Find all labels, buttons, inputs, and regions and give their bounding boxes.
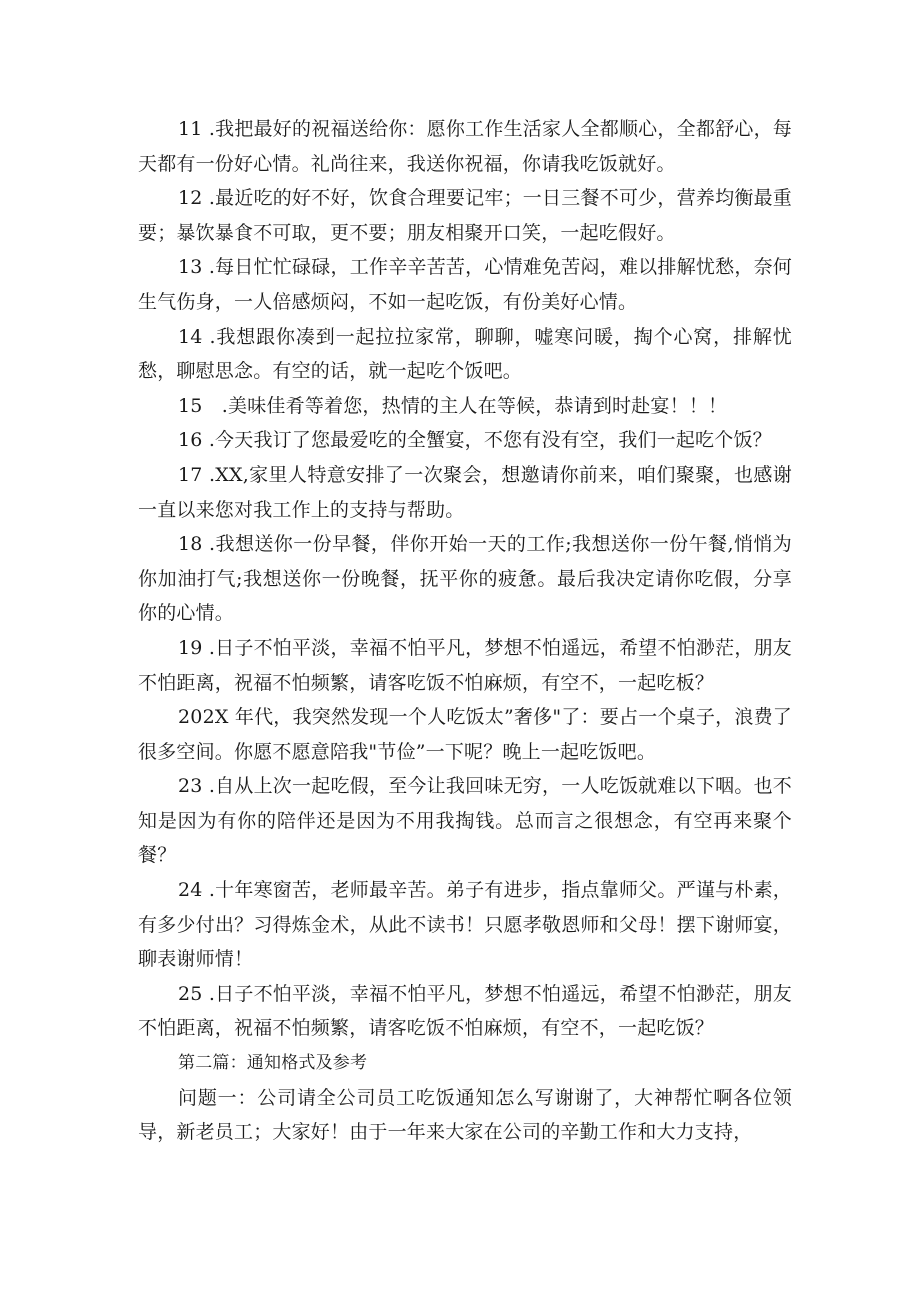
- paragraph-13: 13 .每日忙忙碌碌，工作辛辛苦苦，心情难免苦闷，难以排解忧愁，奈何生气伤身，一人倍感烦闷，不如一起吃饭，有份美好心情。: [138, 256, 792, 313]
- paragraph-25: 25 .日子不怕平淡，幸福不怕平凡，梦想不怕遥远，希望不怕渺茫，朋友不怕距离，祝福不怕频繁，请客吃饭不怕麻烦，有空不，一起吃饭？: [138, 982, 792, 1040]
- paragraph-202x: 202X 年代，我突然发现一个人吃饭太”奢侈"了：要占一个桌子，浪费了很多空间。你愿不愿意陪我"节俭”一下呢？晚上一起吃饭吧。: [138, 706, 792, 763]
- document-body: [138, 112, 792, 1150]
- paragraph-question-1: 问题一：公司请全公司员工吃饭通知怎么写谢谢了，大神帮忙啊各位领导，新老员工；大家好！由于一年来大家在公司的辛勤工作和大力支持，: [138, 1086, 792, 1144]
- paragraph-16: 16 .今天我订了您最爱吃的全蟹宴，不您有没有空，我们一起吃个饭？: [178, 429, 772, 452]
- paragraph-11: 11 .我把最好的祝福送给你：愿你工作生活家人全都顺心，全都舒心，每天都有一份好心情。礼尚往来，我送你祝福，你请我吃饭就好。: [138, 118, 792, 175]
- paragraph-19: 19 .日子不怕平淡，幸福不怕平凡，梦想不怕遥远，希望不怕渺茫，朋友不怕距离，祝福不怕频繁，请客吃饭不怕麻烦，有空不，一起吃板？: [138, 636, 792, 694]
- paragraph-23: 23 .自从上次一起吃假，至今让我回味无穷，一人吃饭就难以下咽。也不知是因为有你的陪伴还是因为不用我掏钱。总而言之很想念，有空再来聚个餐？: [138, 775, 792, 867]
- paragraph-24: 24 .十年寒窗苦，老师最辛苦。弟子有进步，指点靠师父。严谨与朴素，有多少付出？习得炼金术，从此不读书！只愿孝敬恩师和父母！摆下谢师宴，聊表谢师情！: [138, 879, 792, 971]
- paragraph-18: 18 .我想送你一份早餐，伴你开始一天的工作;我想送你一份午餐,悄悄为你加油打气;我想送你一份晚餐，抚平你的疲惫。最后我决定请你吃假，分享你的心情。: [138, 533, 792, 625]
- paragraph-17: 17 .XX,家里人特意安排了一次聚会，想邀请你前来，咱们聚聚，也感谢一直以来您对我工作上的支持与帮助。: [138, 463, 792, 521]
- section-heading: 第二篇：通知格式及参考: [178, 1053, 368, 1074]
- paragraph-12: 12 .最近吃的好不好，饮食合理要记牢；一日三餐不可少，营养均衡最重要；暴饮暴食不可取，更不要；朋友相聚开口笑，一起吃假好。: [138, 187, 792, 244]
- paragraph-14: 14 .我想跟你凑到一起拉拉家常，聊聊，嘘寒问暖，掏个心窝，排解忧愁，聊慰思念。有空的话，就一起吃个饭吧。: [138, 325, 792, 383]
- paragraph-15: 15 .美味佳肴等着您，热情的主人在等候，恭请到时赴宴！！！: [178, 394, 728, 417]
